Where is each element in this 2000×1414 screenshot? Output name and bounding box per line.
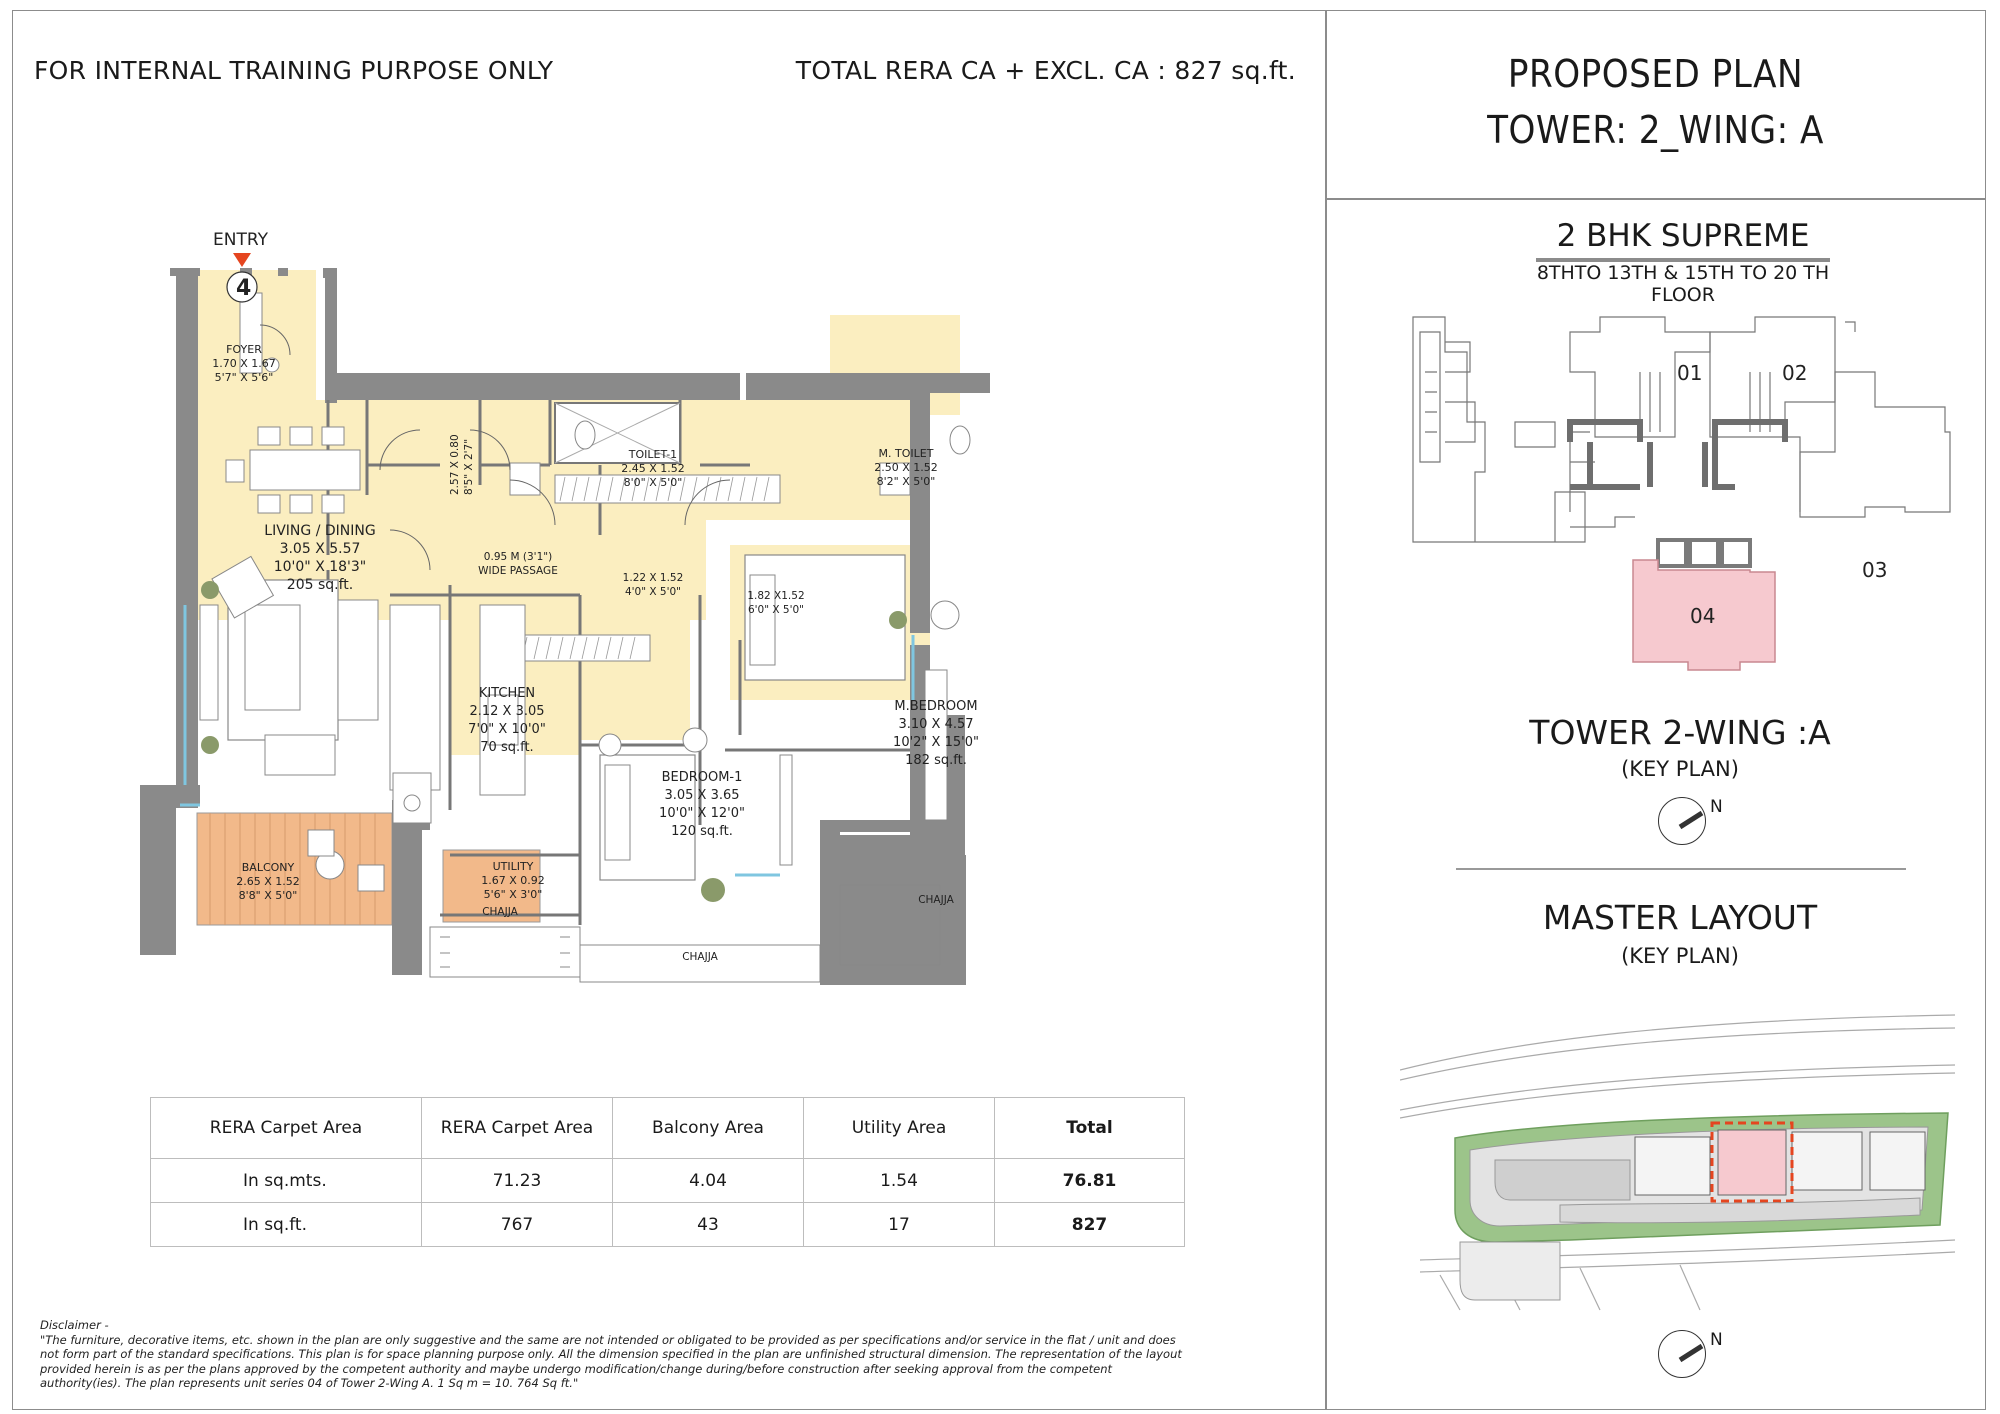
mbedroom-metric: 3.10 X 4.57	[898, 717, 974, 732]
master-layout-map	[1400, 1010, 1960, 1325]
north-label-master: N	[1710, 1330, 1723, 1350]
tower-key-plan	[1405, 312, 1960, 677]
area-table-header	[151, 1098, 1185, 1159]
balcony-metric: 2.65 X 1.52	[236, 875, 300, 888]
foyer-label: FOYER	[226, 343, 262, 356]
foyer-metric: 1.70 X 1.67	[212, 357, 276, 370]
row-total: 76.81	[995, 1159, 1185, 1203]
row-carpet: 71.23	[422, 1159, 613, 1203]
header-rera-carpet-2: RERA Carpet Area	[422, 1098, 613, 1159]
bedroom1-label: BEDROOM-1	[661, 770, 743, 785]
chajja-label-2: CHAJJA	[682, 951, 718, 963]
unit-type: 2 BHK SUPREME	[1536, 218, 1830, 262]
toilet1-metric: 2.45 X 1.52	[621, 462, 685, 475]
balcony-label: BALCONY	[241, 861, 295, 874]
disclaimer-heading: Disclaimer -	[40, 1318, 109, 1332]
living-area: 205 sq.ft.	[286, 577, 354, 593]
entry-number: 4	[236, 276, 252, 301]
mtoilet-metric: 2.50 X 1.52	[874, 461, 938, 474]
chajja-label-3: CHAJJA	[918, 894, 954, 906]
mbedroom-imperial: 10'2" X 15'0"	[893, 735, 979, 750]
north-label: N	[1710, 797, 1723, 817]
master-layout-title: MASTER LAYOUT	[1542, 898, 1818, 937]
chajja-label-1: CHAJJA	[482, 906, 518, 918]
row-balcony: 43	[613, 1203, 804, 1247]
internal-note: FOR INTERNAL TRAINING PURPOSE ONLY	[34, 56, 554, 85]
entry-label: ENTRY	[213, 230, 268, 250]
keyplan-unit-04: 04	[1690, 604, 1716, 628]
row-unit: In sq.mts.	[151, 1159, 422, 1203]
living-imperial: 10'0" X 18'3"	[273, 559, 367, 575]
lobby2-metric: 1.82 X1.52	[747, 590, 805, 602]
passage-label: WIDE PASSAGE	[478, 565, 558, 577]
living-label: LIVING / DINING	[264, 523, 376, 539]
table-row	[151, 1203, 1185, 1247]
row-carpet: 767	[422, 1203, 613, 1247]
area-table	[150, 1097, 1185, 1247]
lobby2-imperial: 6'0" X 5'0"	[747, 604, 805, 616]
row-utility: 1.54	[804, 1159, 995, 1203]
header-utility: Utility Area	[804, 1098, 995, 1159]
keyplan-unit-02: 02	[1782, 361, 1808, 385]
keyplan-unit-03: 03	[1862, 558, 1888, 582]
passage-width: 0.95 M (3'1")	[483, 551, 553, 563]
entry-arrow-icon	[233, 253, 251, 267]
row-unit: In sq.ft.	[151, 1203, 422, 1247]
tower-key-plan-title: TOWER 2-WING :A	[1529, 713, 1831, 752]
lobby1-imperial: 4'0" X 5'0"	[624, 586, 682, 598]
mbedroom-label: M.BEDROOM	[894, 699, 978, 714]
section-separator	[1456, 868, 1906, 870]
title-divider	[1325, 198, 1986, 200]
bedroom1-imperial: 10'0" X 12'0"	[659, 806, 745, 821]
balcony-imperial: 8'8" X 5'0"	[238, 889, 298, 902]
mbedroom-area: 182 sq.ft.	[905, 753, 967, 768]
toilet1-label: TOILET-1	[628, 448, 678, 461]
plan-title: PROPOSED PLAN	[1507, 52, 1804, 96]
total-area: TOTAL RERA CA + EXCL. CA : 827 sq.ft.	[795, 56, 1296, 85]
niche-imperial: 8'5" X 2'7"	[463, 438, 475, 495]
header-balcony: Balcony Area	[613, 1098, 804, 1159]
master-layout-subtitle: (KEY PLAN)	[1621, 944, 1739, 968]
floor-plan	[140, 225, 1100, 985]
keyplan-unit-01: 01	[1677, 361, 1703, 385]
utility-imperial: 5'6" X 3'0"	[483, 888, 543, 901]
kitchen-metric: 2.12 X 3.05	[469, 704, 545, 719]
disclaimer	[40, 1318, 1190, 1391]
header-rera-carpet-1: RERA Carpet Area	[151, 1098, 422, 1159]
living-metric: 3.05 X 5.57	[279, 541, 361, 557]
kitchen-imperial: 7'0" X 10'0"	[468, 722, 546, 737]
floor-range: 8THTO 13TH & 15TH TO 20 TH FLOOR	[1536, 262, 1830, 306]
disclaimer-text: "The furniture, decorative items, etc. shown in the plan are only suggestive and the same are not intended or obligated to be provided as per specifications and/or service in the flat / unit and does not form part of the standard specifications. This plan is for space planning purpose only. All the dimension specified in the plan are unfinished structural dimension. The representation of the layout provided herein is as per the plans approved by the competent authority and maybe undergo modification/change during/before construction after seeking approval from the competent authority(ies). The plan represents unit series 04 of Tower 2-Wing A. 1 Sq m = 10. 764 Sq ft."	[40, 1332, 1182, 1390]
niche-metric: 2.57 X 0.80	[449, 434, 461, 495]
mtoilet-imperial: 8'2" X 5'0"	[876, 475, 936, 488]
table-row	[151, 1159, 1185, 1203]
mtoilet-label: M. TOILET	[878, 447, 934, 460]
panel-divider	[1325, 10, 1327, 1410]
row-utility: 17	[804, 1203, 995, 1247]
header-total: Total	[995, 1098, 1185, 1159]
row-total: 827	[995, 1203, 1185, 1247]
bedroom1-metric: 3.05 X 3.65	[664, 788, 740, 803]
row-balcony: 4.04	[613, 1159, 804, 1203]
utility-label: UTILITY	[492, 860, 534, 873]
foyer-imperial: 5'7" X 5'6"	[214, 371, 274, 384]
kitchen-area: 70 sq.ft.	[480, 740, 534, 755]
tower-key-plan-subtitle: (KEY PLAN)	[1621, 757, 1739, 781]
lobby1-metric: 1.22 X 1.52	[622, 572, 684, 584]
kitchen-label: KITCHEN	[478, 686, 536, 701]
toilet1-imperial: 8'0" X 5'0"	[623, 476, 683, 489]
tower-wing-title: TOWER: 2_WING: A	[1487, 108, 1824, 152]
utility-metric: 1.67 X 0.92	[481, 874, 545, 887]
bedroom1-area: 120 sq.ft.	[671, 824, 733, 839]
